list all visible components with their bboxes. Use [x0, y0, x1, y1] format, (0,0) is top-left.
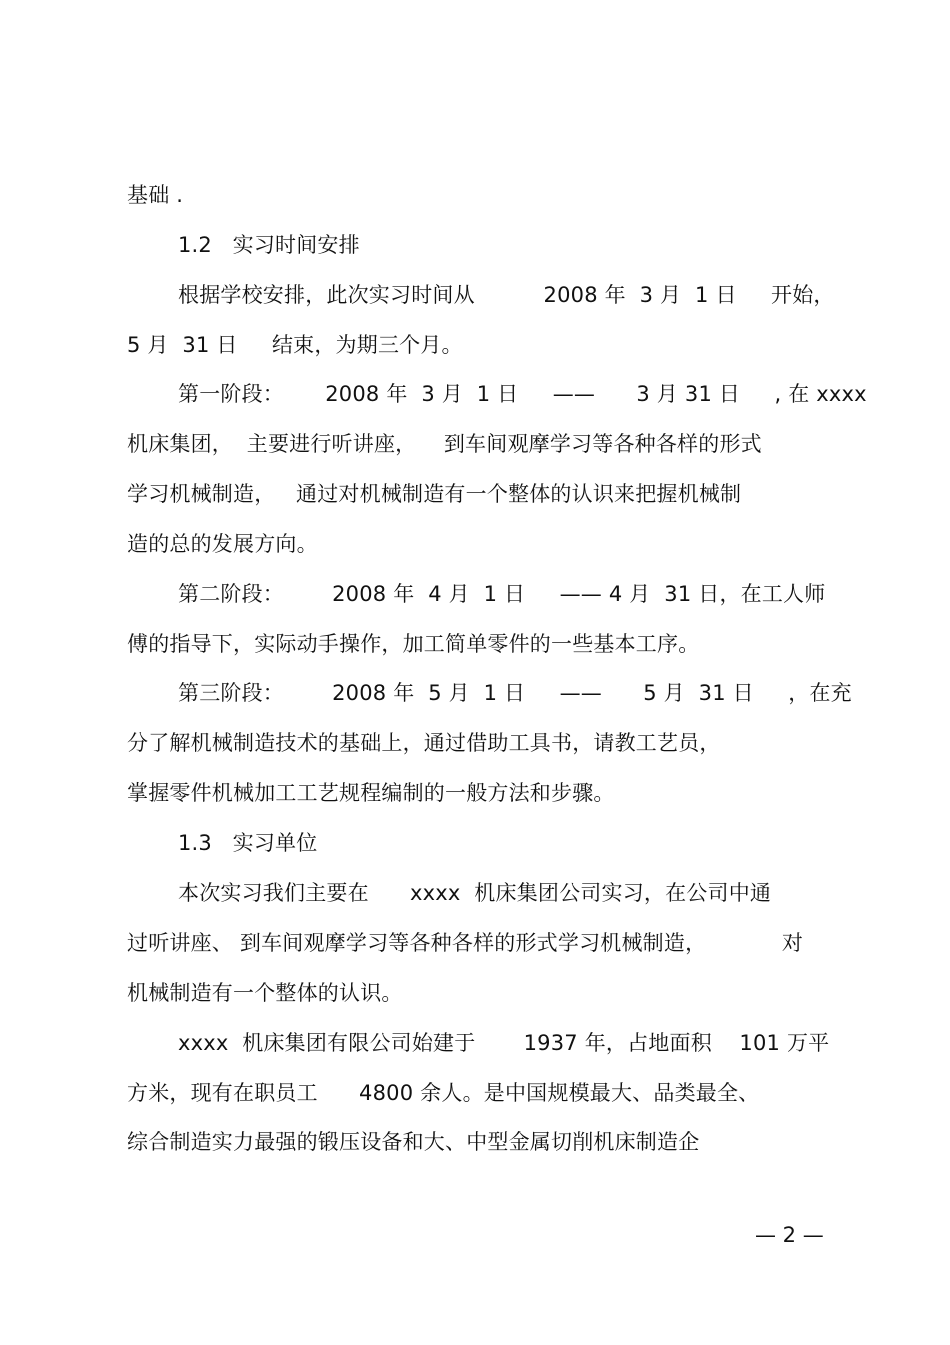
body-text-line: 分了解机械制造技术的基础上，通过借助工具书，请教工艺员，: [127, 731, 721, 755]
body-text-line: 基础 .: [127, 183, 184, 207]
body-text-line: 第二阶段： 2008 年 4 月 1 日 —— 4 月 31 日，在工人师: [178, 582, 826, 606]
body-text-line: 方米，现有在职员工 4800 余人。是中国规模最大、品类最全、: [127, 1081, 760, 1105]
page-number: — 2 —: [755, 1223, 824, 1247]
body-text-line: 根据学校安排，此次实习时间从 2008 年 3 月 1 日 开始，: [178, 283, 835, 307]
body-text-line: 机械制造有一个整体的认识。: [127, 981, 403, 1005]
body-text-line: 本次实习我们主要在 xxxx 机床集团公司实习，在公司中通: [178, 881, 772, 905]
body-text-line: 5 月 31 日 结束，为期三个月。: [127, 333, 463, 357]
body-text-line: 傅的指导下，实际动手操作，加工简单零件的一些基本工序。: [127, 632, 700, 656]
body-text-line: 机床集团， 主要进行听讲座， 到车间观摩学习等各种各样的形式: [127, 432, 762, 456]
body-text-line: 造的总的发展方向。: [127, 532, 318, 556]
body-text-line: 学习机械制造， 通过对机械制造有一个整体的认识来把握机械制: [127, 482, 742, 506]
body-text-line: 掌握零件机械加工工艺规程编制的一般方法和步骤。: [127, 781, 615, 805]
body-text-line: xxxx 机床集团有限公司始建于 1937 年，占地面积 101 万平: [178, 1031, 830, 1055]
body-text-line: 第一阶段： 2008 年 3 月 1 日 —— 3 月 31 日 , 在 xxxx: [178, 382, 867, 406]
body-text-line: 第三阶段： 2008 年 5 月 1 日 —— 5 月 31 日 ，在充: [178, 681, 852, 705]
section-heading: 1.3 实习单位: [178, 831, 318, 855]
section-heading: 1.2 实习时间安排: [178, 233, 360, 257]
body-text-line: 过听讲座、 到车间观摩学习等各种各样的形式学习机械制造， 对: [127, 931, 804, 955]
body-text-line: 综合制造实力最强的锻压设备和大、中型金属切削机床制造企: [127, 1130, 700, 1154]
